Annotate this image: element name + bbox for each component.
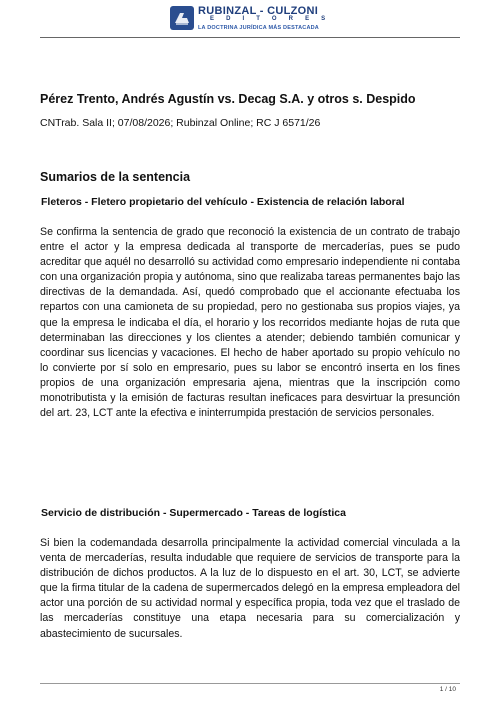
page-header: [0, 0, 500, 36]
summary-title: Fleteros - Fletero propietario del vehículo - Existencia de relación laboral: [41, 196, 405, 208]
case-citation: CNTrab. Sala II; 07/08/2026; Rubinzal Online; RC J 6571/26: [40, 117, 321, 129]
summary-text: Se confirma la sentencia de grado que reconoció la existencia de un contrato de trabajo entre el actor y la empresa dedicada al transporte de mercaderías, pues se pudo acreditar que aquél no desarrolló su actividad como empresario independiente ni contaba con una organización propia y autónoma, sino que realizaba tareas permanentes bajo las directivas de la demandada. Así, quedó comprobado que el accionante efectuaba los repartos con una camioneta de su propiedad, pero no gestionaba sus propios viajes, ya que la empresa le indicaba el día, el horario y los recorridos mediante hojas de ruta que determinaban las direcciones y los clientes a atender; debiendo también comunicar y coordinar sus licencias y vacaciones. El hecho de haber aportado su propio vehículo no lo convierte por sí solo en empresario, pues su labor se encontró inserta en los fines propios de una organización empresaria ajena, mientras que la inscripción como monotributista y la emisión de facturas resultan ineficaces para desvirtuar la presunción del art. 23, LCT ante la efectiva e ininterrumpida prestación de servicios personales.: [40, 226, 460, 420]
brand-tagline: LA DOCTRINA JURÍDICA MÁS DESTACADA: [198, 25, 319, 31]
section-heading: Sumarios de la sentencia: [40, 170, 191, 184]
brand-name: RUBINZAL - CULZONI: [198, 5, 319, 17]
page-indicator: 1 / 10: [439, 686, 456, 693]
summary-title: Servicio de distribución - Supermercado - Tareas de logística: [41, 507, 346, 519]
brand-subtitle: E D I T O R E S: [210, 16, 331, 22]
publisher-logo: [170, 6, 330, 34]
footer-divider: [40, 683, 460, 684]
rubinzal-logo-icon: [170, 6, 194, 30]
summary-text: Si bien la codemandada desarrolla principalmente la actividad comercial vinculada a la venta de mercaderías, resulta indudable que requiere de servicios de transporte para la distribución de dichos productos. A la luz de lo dispuesto en el art. 30, LCT, se advierte que la firma titular de la cadena de supermercados delegó en la empresa empleadora del actor una porción de su actividad normal y específica propia, toda vez que el traslado de las mercaderías constituye una etapa necesaria para su comercialización y abastecimiento de sucursales.: [40, 537, 460, 640]
header-divider: [40, 37, 460, 38]
case-title: Pérez Trento, Andrés Agustín vs. Decag S.A. y otros s. Despido: [40, 92, 416, 106]
